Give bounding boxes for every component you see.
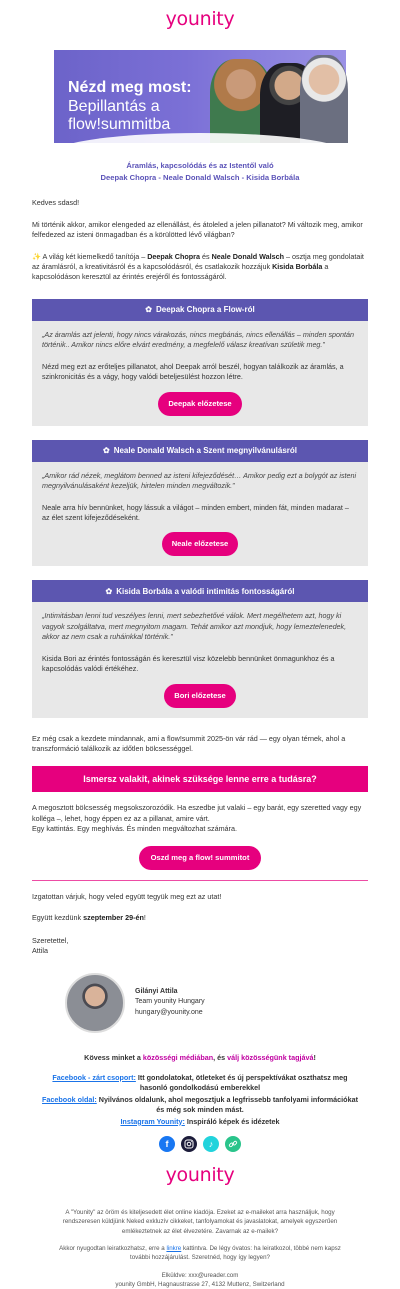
younity-logo[interactable]: younity: [165, 8, 235, 31]
sender-profile: [0, 973, 400, 1033]
intro-text: a kapcsolódáson keresztül az érintés erejéről és fontosságáról.: [32, 262, 329, 282]
card-kisida: [32, 580, 368, 717]
neale-preview-button[interactable]: Neale előzetese: [162, 532, 239, 556]
footer-sender: Elküldve: xxx@ureader.com: [161, 1271, 239, 1279]
link-row-facebook-group: [40, 1073, 360, 1094]
footer: [0, 1208, 400, 1289]
younity-logo[interactable]: younity: [165, 1164, 235, 1187]
footer-text: kattintva. De légy óvatos: ha leiratkozol, többé nem kapsz további hozzájárulást. Szeretnéd, hogy így legyen?: [130, 1245, 341, 1262]
intro-paragraph-2: [32, 252, 368, 283]
facebook-icon[interactable]: f: [159, 1136, 175, 1152]
link-row-instagram: [40, 1117, 360, 1127]
card-title: Deepak Chopra a Flow-ról: [156, 305, 255, 315]
link-description: Inspiráló képek és idézetek: [184, 1116, 280, 1126]
social-media-link[interactable]: közösségi médiában: [142, 1052, 214, 1062]
footer-paragraph-2: [55, 1244, 345, 1263]
intro-text: és: [199, 251, 212, 261]
link-description: Itt gondolatokat, ötleteket és új perspektívákat oszthatsz meg hasonló gondolkodású emberekkel: [135, 1072, 348, 1093]
card-header: [32, 299, 368, 321]
teaser-section: [0, 734, 400, 755]
unsubscribe-link[interactable]: linkre: [166, 1245, 182, 1253]
intro-text: – osztja meg gondolatait az áramlásról, a kreativitásról és a kapcsolódásról, és csatlakozik hozzájuk: [32, 251, 364, 272]
profile-name: Gilányi Attila: [135, 988, 178, 996]
closing-paragraph-1: Izgatottan várjuk, hogy veled együtt tegyük meg ezt az utat!: [32, 891, 222, 901]
lotus-icon: ✿: [145, 305, 152, 315]
profile-text: [135, 987, 205, 1017]
card-deepak: [32, 299, 368, 426]
profile-role: Team younity Hungary: [135, 998, 205, 1006]
profile-email[interactable]: hungary@younity.one: [135, 1008, 203, 1016]
hero-subtitle: Bepillantás a flow!summitba: [68, 98, 171, 133]
closing-text: !: [143, 913, 146, 923]
divider: [32, 880, 368, 881]
card-quote: „Amikor rád nézek, meglátom benned az isteni kifejeződését… Amikor pedig ezt a bolygót az isteni megnyilvánulásaként kezeljük, hirtelen minden megváltozik.”: [42, 470, 357, 491]
deepak-preview-button[interactable]: Deepak előzetese: [158, 392, 241, 416]
facebook-page-link[interactable]: Facebook oldal:: [42, 1094, 97, 1104]
bori-preview-button[interactable]: Bori előzetese: [164, 684, 236, 708]
join-community-link[interactable]: válj közösségünk tagjává: [227, 1052, 314, 1062]
follow-text: , és: [213, 1052, 228, 1062]
intro-text: ✨ A világ két kiemelkedő tanítója –: [32, 251, 148, 261]
headline-line-2: Deepak Chopra - Neale Donald Walsch - Kisida Borbála: [100, 173, 300, 183]
card-header: [32, 580, 368, 602]
start-date: szeptember 29-én: [83, 913, 144, 923]
instagram-link[interactable]: Instagram Younity:: [120, 1116, 185, 1126]
card-quote: „Intimitásban lenni tud veszélyes lenni, mert sebezhetővé válok. Mert megélhetem azt, hogy ki vagyok szolgáltatva, mert megnyitom magam. Tehát amikor azt mondjuk, hogy lemeztelenedek, akkor az nem csak a ruháinkkal történik.”: [42, 611, 347, 642]
headline-line-1: Áramlás, kapcsolódás és az Istentől való: [126, 161, 274, 170]
follow-text: !: [313, 1052, 316, 1062]
social-links: [0, 1073, 400, 1127]
greeting: Kedves sdasd!: [32, 198, 80, 208]
share-paragraph-1: A megosztott bölcsesség megsokszorozódik. Ha eszedbe jut valaki – egy barát, egy szeretted vagy egy kolléga –, lehet, hogy éppen ez az a pillanat, amire várt.: [32, 803, 362, 823]
signature-name: Attila: [32, 946, 48, 956]
signature-greeting: Szeretettel,: [32, 935, 69, 945]
lotus-icon: ✿: [102, 445, 110, 455]
card-title: Kisida Borbála a valódi intimitás fontosságáról: [116, 586, 295, 596]
intro-deepak: Deepak Chopra: [147, 251, 200, 261]
footer-text: Akkor nyugodtan leiratkozhatsz, erre a: [59, 1245, 167, 1253]
share-summit-button[interactable]: Oszd meg a flow! summitot: [139, 846, 262, 870]
footer-address: younity GmbH, Hagnaustrasse 27, 4132 Muttenz, Switzerland: [115, 1280, 285, 1288]
intro-section: [0, 198, 400, 283]
card-body: [32, 321, 368, 426]
card-quote: „Az áramlás azt jelenti, hogy nincs várakozás, nincs megbánás, nincs ellenállás – minden spontán történik.. Amikor nincs előre elvárt eredmény, a megfelelő válasz kreatívan születik meg.”: [42, 329, 355, 350]
social-icons: [0, 1136, 400, 1152]
card-body: [32, 602, 368, 717]
card-text: Nézd meg ezt az erőteljes pillanatot, ahol Deepak arról beszél, hogyan találkozik az áramlás, a szinkronicitás és a vágy, hogy valódi beteljesülést hozzon létre.: [42, 361, 344, 382]
card-body: [32, 462, 368, 567]
card-header: [32, 440, 368, 462]
link-description: Nyilvános oldalunk, ahol megosztjuk a legfrissebb tanfolyami információkat és még sok minden mást.: [96, 1094, 358, 1115]
card-title: Neale Donald Walsch a Szent megnyilvánulásról: [113, 445, 297, 455]
hero-person-neale: [300, 55, 348, 143]
header: [0, 0, 400, 40]
signature: [32, 936, 368, 957]
closing-text: Együtt kezdünk: [32, 913, 84, 923]
instagram-icon[interactable]: [181, 1136, 197, 1152]
footer-logo-area: [0, 1158, 400, 1194]
intro-bori: Kisida Borbála: [272, 262, 323, 272]
share-section: [0, 803, 400, 869]
link-icon[interactable]: [225, 1136, 241, 1152]
share-banner: Ismersz valakit, akinek szüksége lenne erre a tudásra?: [32, 766, 368, 792]
card-text: Neale arra hív bennünket, hogy lássuk a világot – minden embert, minden fát, minden madarat – az élet szent kifejeződéseként.: [42, 502, 349, 522]
share-paragraph-2: Egy kattintás. Egy meghívás. És minden megváltozhat számára.: [32, 824, 237, 834]
teaser-text: Ez még csak a kezdete mindannak, ami a flow!summit 2025-ön vár rád — egy olyan térnek, ahol a transzformáció találkozik az időtlen bölcsességgel.: [32, 733, 346, 754]
footer-paragraph-1: A "Younity" az öröm és kiteljesedett élet online kiadója. Ezeket az e-maileket arra használjuk, hogy rendszeresen küldjünk Neked exkluzív cikkeket, tanfolyamokat és javaslatokat, amelyek egyszerűen emlékeztetnek az élet élvezetére. Zavarnak az e-mailek?: [62, 1209, 338, 1235]
tiktok-icon[interactable]: ♪: [203, 1136, 219, 1152]
closing-section: [0, 892, 400, 957]
intro-neale: Neale Donald Walsch: [211, 251, 284, 261]
headline: [0, 160, 400, 184]
follow-us: [0, 1053, 400, 1063]
facebook-group-link[interactable]: Facebook - zárt csoport:: [52, 1072, 136, 1082]
link-row-facebook-page: [40, 1095, 360, 1116]
closing-paragraph-2: [32, 913, 368, 923]
card-neale: [32, 440, 368, 567]
follow-text: Kövess minket a: [84, 1052, 143, 1062]
avatar: [65, 973, 125, 1033]
lotus-icon: ✿: [105, 586, 113, 596]
hero-title: Nézd meg most:: [68, 79, 192, 96]
card-text: Kisida Bori az érintés fontosságán és keresztül visz közelebb bennünket önmagunkhoz és a kapcsolódás valódi értékéhez.: [42, 653, 335, 674]
hero-banner[interactable]: [54, 50, 346, 143]
intro-paragraph-1: Mi történik akkor, amikor elengeded az ellenállást, és átoleled a jelen pillanatot? Mi változik meg, amikor felfedezed az isteni önmagadban és a körülötted lévő világban?: [32, 219, 363, 240]
